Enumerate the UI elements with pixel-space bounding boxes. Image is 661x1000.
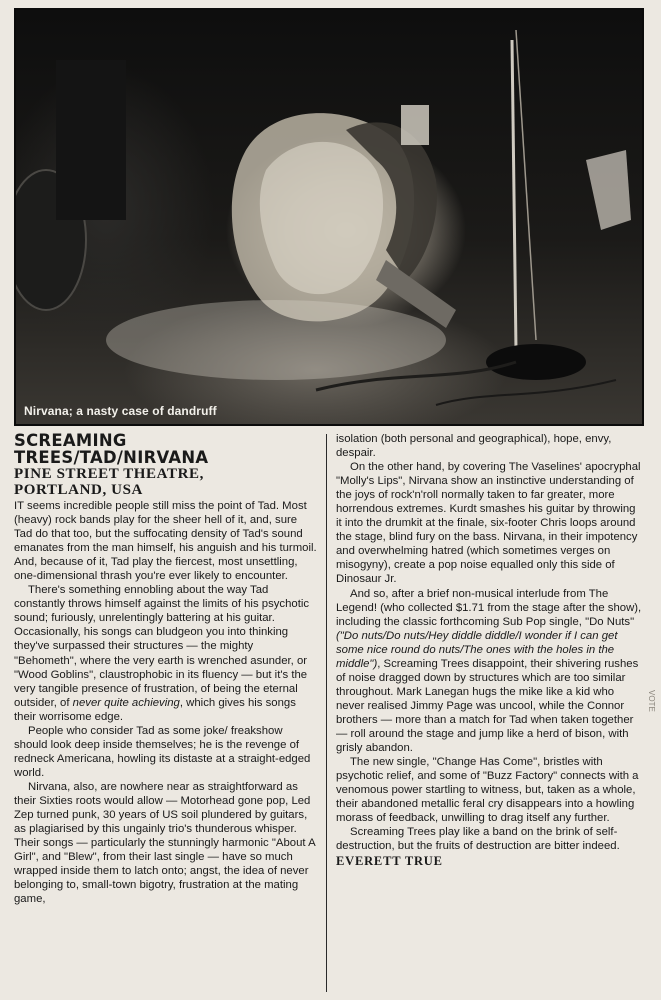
headline-line-1: SCREAMING <box>14 431 127 450</box>
margin-text: VOTE <box>647 690 656 712</box>
paragraph-6-text-b: , Screaming Trees disappoint, their shivering rushes of noise dragged down by structures which are too similar throughout. Mark Lanegan hugs the mike like a kid who never realised Jimmy Page was uncool, while the Connor brothers — more than a match for Tad when taken together — roll around the stage and jump like a herd of bison, with grisly abandon. <box>336 657 639 755</box>
paragraph-2 <box>14 583 318 723</box>
review-column-right <box>336 432 644 868</box>
paragraph-6-italic: ("Do nuts/Do nuts/Hey diddle diddle/I wonder if I can get some nice round do nuts/The ones with the holes in the middle") <box>336 629 618 670</box>
paragraph-7: The new single, "Change Has Come", bristles with psychotic relief, and some of "Buzz Factory" connects with a venomous power startling to witness, but, taken as a whole, their abandoned metallic feral cry disappears into a howling morass of feedback, unwilling to drag itself any further. <box>336 756 639 825</box>
paragraph-4-continued: isolation (both personal and geographical), hope, envy, despair. <box>336 433 612 460</box>
concert-photo-icon <box>16 10 644 426</box>
column-divider <box>326 434 327 992</box>
paragraph-2-italic: never quite achieving <box>72 696 180 709</box>
paragraph-2-text-a: There's something ennobling about the way Tad constantly throws himself against the limits of his psychotic sound; furiously, unrelentingly battering at his guitar. Occasionally, his songs can bludgeon you into thinking they've surpassed their structures — the mighty "Behometh", where the very earth is wrenched asunder, or "Wood Goblins", claustrophobic in its fluency — but it's the very tangible presence of frustration, of being the eternal outsider, of <box>14 584 310 709</box>
photo-caption: Nirvana; a nasty case of dandruff <box>24 404 217 418</box>
venue-line-1: PINE STREET THEATRE, <box>14 466 204 482</box>
paragraph-6-text-a: And so, after a brief non-musical interlude from The Legend! (who collected $1.71 from the stage after the show), including the classic forthcoming Sub Pop single, "Do Nuts" <box>336 587 642 628</box>
paragraph-5: On the other hand, by covering The Vaselines' apocryphal "Molly's Lips", Nirvana show an instinctive understanding of the joys of rock'n'roll normally taken to far greater, more horrendous extremes. Kurdt smashes his guitar by throwing it into the drumkit at the finale, six-footer Chris loops around the stage, blind fury on the bass. Nirvana, in their impotency and overwhelming hatred (which sometimes verges on misogyny), create a pop noise equalled only this side of Dinosaur Jr. <box>336 461 641 586</box>
headline-line-2: TREES/TAD/NIRVANA <box>14 448 209 467</box>
paragraph-1: IT seems incredible people still miss the point of Tad. Most (heavy) rock bands play for the sheer hell of it, and, sure Tad do that too, but the suffocating density of Tad's sound emanates from the man himself, his anguish and his turmoil. And, because of it, Tad play the fiercest, most unsettling, one-dimensional thrash you're ever likely to encounter. <box>14 500 317 583</box>
paragraph-2-text-b: , which gives his songs their worrisome edge. <box>14 696 296 723</box>
byline: EVERETT TRUE <box>336 854 443 869</box>
paragraph-4: Nirvana, also, are nowhere near as straightforward as their Sixties roots would allow — Motorhead gone pop, Led Zep turned punk, 30 years of US soil plundered by guitars, as plagiarised by this ungainly trio's thunderous whisper. Their songs — particularly the stunningly harmonic "About A Girl", and "Blew", from their last single — have so much wrapped inside them to latch onto; angst, the idea of never belonging to, small-town bigotry, frustration at the mating game, <box>14 780 316 906</box>
paragraph-6 <box>336 587 644 756</box>
headline <box>14 432 318 466</box>
paragraph-3: People who consider Tad as some joke/ freakshow should look deep inside themselves; he is the revenge of redneck Americana, howling its distaste at a straight-edged world. <box>14 724 311 779</box>
venue-line-2: PORTLAND, USA <box>14 482 143 498</box>
venue <box>14 466 318 498</box>
review-column-left <box>14 432 318 906</box>
paragraph-8: Screaming Trees play like a band on the brink of self-destruction, but the fruits of destruction are bitter indeed. <box>336 826 620 853</box>
concert-photo <box>14 8 644 426</box>
